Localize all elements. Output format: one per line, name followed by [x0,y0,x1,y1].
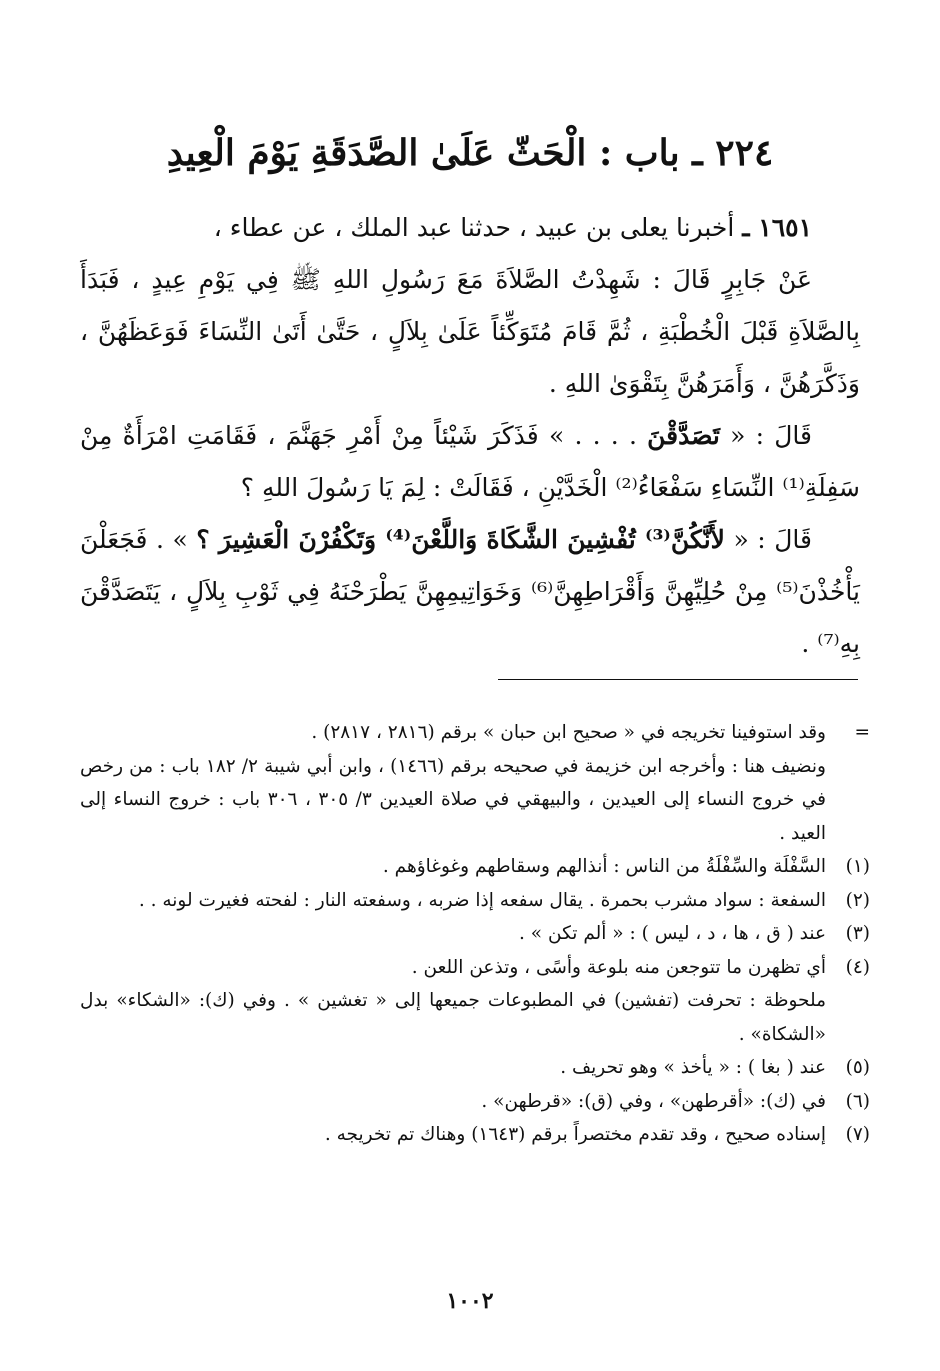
footnote-text: السفعة : سواد مشرب بحمرة . يقال سفعه إذا ضربه ، وسفعته النار : لفحته فغيرت لونه . . [138,889,826,911]
footnote-text: أي تظهرن ما تتوجعن منه بلوعة وأسًى ، وتذعن اللعن . [411,956,826,978]
footnote-number: (٣) [845,923,870,944]
footnote-text: عند ( بغا ) : « يأخذ » وهو تحريف . [560,1057,826,1078]
continuation-line-1: وقد استوفينا تخريجه في « صحيح ابن حبان » برقم (٢٨١٦ ، ٢٨١٧) . [311,722,826,743]
hadith-text [80,202,860,670]
footnote-number: (٢) [845,889,870,911]
footnote-text: في (ك): «أقرطهن» ، وفي (ق): «قرطهن» . [481,1090,826,1112]
footnote-2 [80,884,870,918]
para3-prefix: قَالَ : « [724,525,812,554]
footnote-4 [80,951,870,985]
footnote-text: إسناده صحيح ، وقد تقدم مختصراً برقم (١٦٤٣) وهناك تم تخريجه . [324,1124,826,1145]
footnote-number: (٧) [845,1124,870,1145]
footnote-3 [80,917,870,951]
para2-quote: تَصَدَّقْنَ [647,421,720,450]
footnote-text: عند ( ق ، ها ، د ، ليس ) : « ألم تكن » . [519,923,826,944]
footnotes [80,716,870,1152]
continuation-mark: = [854,722,870,743]
footnote-continuation [80,716,870,750]
para2-rest: . . . . » فَذَكَرَ شَيْئاً مِنْ أَمْرِ جَهَنَّمَ ، فَقَامَتِ امْرَأَةٌ مِنْ سَفِلَةِ⁽¹⁾ النِّسَاءِ سَفْعَاءُ⁽²⁾ الْخَدَّيْنِ ، فَقَالَتْ : لِمَ يَا رَسُولَ اللهِ ؟ [80,421,860,502]
hadith-paragraph-1: عَنْ جَابِرٍ قَالَ : شَهِدْتُ الصَّلاَةَ مَعَ رَسُولِ اللهِ ﷺ فِي يَوْمِ عِيدٍ ، فَبَدَأَ بِالصَّلاَةِ قَبْلَ الْخُطْبَةِ ، ثُمَّ قَامَ مُتَوَكِّئاً عَلَىٰ بِلاَلٍ ، حَتَّىٰ أَتَىٰ النِّسَاءَ فَوَعَظَهُنَّ ، وَذَكَّرَهُنَّ ، وَأَمَرَهُنَّ بِتَقْوَىٰ اللهِ . [80,265,860,398]
para2-prefix: قَالَ : « [719,421,813,450]
para3-rest: » . فَجَعَلْنَ يَأْخُذْنَ⁽⁵⁾ مِنْ حُلِيِّهِنَّ وَأَقْرَاطِهِنَّ⁽⁶⁾ وَخَوَاتِيمِهِنَّ يَطْرَحْنَهُ فِي ثَوْبِ بِلاَلٍ ، يَتَصَدَّقْنَ بِهِ⁽⁷⁾ . [80,525,860,658]
footnote-4-remark [80,984,870,1051]
hadith-number: ١٦٥١ ـ [742,213,812,242]
chapter-title: ٢٢٤ ـ باب : الْحَثّ عَلَىٰ الصَّدَقَةِ يَوْمَ الْعِيدِ [166,132,774,174]
hadith-paragraph-2 [80,410,860,514]
footnote-7 [80,1118,870,1152]
footnote-remark: ملحوظة : تحرفت (تفشين) في المطبوعات جميعها إلى « تغشين » . وفي (ك): «الشكاء» بدل «الشكاة» . [80,990,826,1045]
hadith-isnad [80,202,860,254]
continuation-line-2: ونضيف هنا : وأخرجه ابن خزيمة في صحيحه برقم (١٤٦٦) ، وابن أبي شيبة ٢/ ١٨٢ باب : من رخص في خروج النساء إلى العيدين ، والبيهقي في صلاة العيدين ٣/ ٣٠٥ ، ٣٠٦ باب : خروج النساء إلى العيد . [80,755,826,844]
footnote-separator [498,679,858,680]
footnote-number: (٥) [845,1057,870,1078]
footnote-number: (١) [845,856,870,877]
footnote-continuation-2 [80,750,870,851]
isnad-text: أخبرنا يعلى بن عبيد ، حدثنا عبد الملك ، عن عطاء ، [213,213,735,242]
footnote-text: السَّفْلَة والسِّفْلَةُ من الناس : أنذالهم وسقاطهم وغوغاؤهم . [382,856,826,877]
footnote-number: (٦) [845,1090,870,1112]
page-number: ١٠٠٢ [446,1288,494,1314]
hadith-paragraph-3 [80,514,860,670]
para3-quote: لأَنَّكُنَّ⁽³⁾ تُفْشِينَ الشَّكَاةَ وَاللَّعْنَ⁽⁴⁾ وَتَكْفُرْنَ الْعَشِيرَ ؟ [196,525,725,554]
footnote-1 [80,850,870,884]
footnote-5 [80,1051,870,1085]
footnote-6 [80,1085,870,1119]
footnote-number: (٤) [845,956,870,978]
